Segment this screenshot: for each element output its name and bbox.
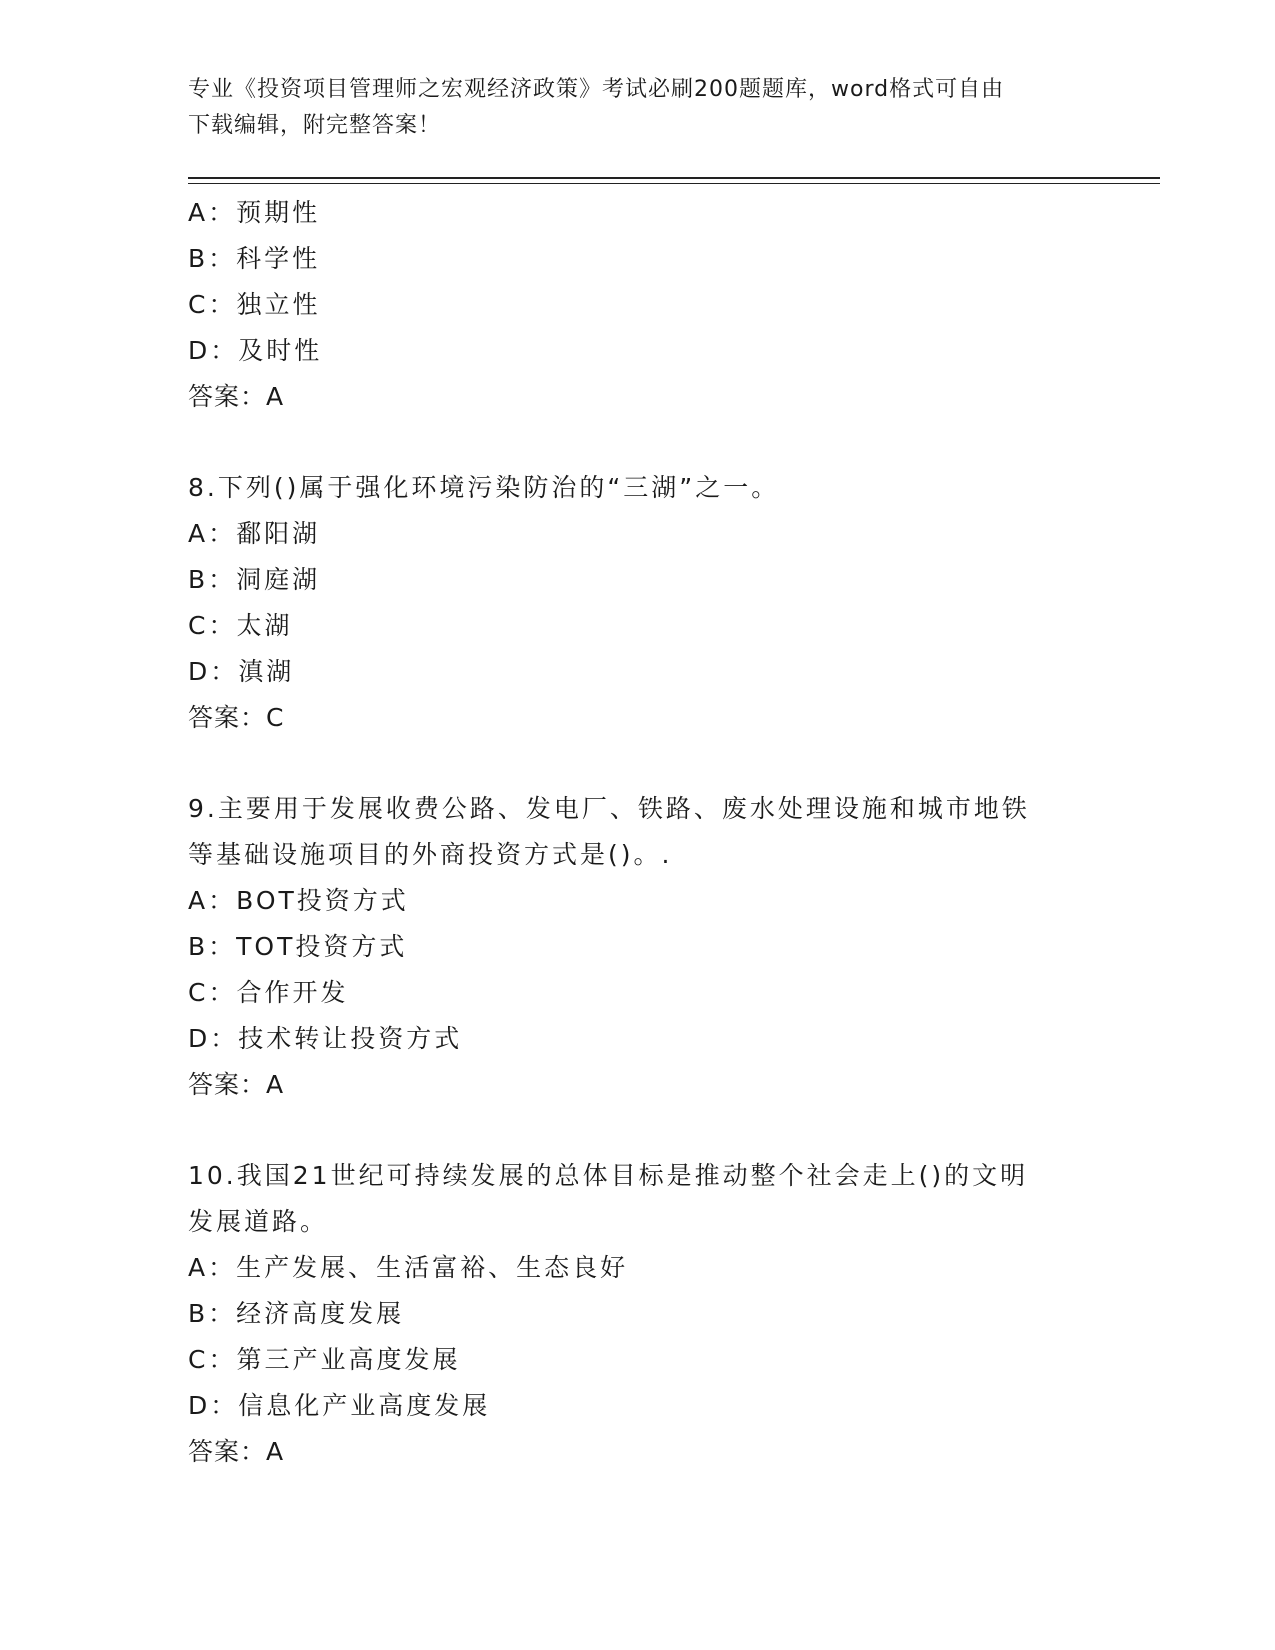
- answer: 答案：A: [188, 1437, 285, 1466]
- question-9-block: [188, 786, 1088, 1108]
- header-divider-thin: [188, 183, 1160, 184]
- option-a: A：BOT投资方式: [188, 886, 409, 915]
- option-b: B：TOT投资方式: [188, 932, 408, 961]
- answer: 答案：A: [188, 1070, 285, 1099]
- option-a: A：鄱阳湖: [188, 519, 321, 548]
- option-d: D：及时性: [188, 336, 323, 365]
- document-header: [188, 72, 1078, 144]
- option-c: C：独立性: [188, 290, 321, 319]
- question-8-block: [188, 465, 1088, 741]
- header-divider: [188, 177, 1160, 179]
- option-c: C：合作开发: [188, 978, 349, 1007]
- question-list: [188, 190, 1088, 1475]
- question-10-block: [188, 1153, 1088, 1475]
- option-b: B：经济高度发展: [188, 1299, 405, 1328]
- option-c: C：太湖: [188, 611, 293, 640]
- option-b: B：科学性: [188, 244, 321, 273]
- question-text-line-2: 发展道路。: [188, 1207, 329, 1236]
- question-text: 8.下列()属于强化环境污染防治的“三湖”之一。: [188, 473, 780, 502]
- header-line-1: 专业《投资项目管理师之宏观经济政策》考试必刷200题题库，word格式可自由: [188, 77, 1005, 102]
- option-d: D：信息化产业高度发展: [188, 1391, 491, 1420]
- option-a: A：生产发展、生活富裕、生态良好: [188, 1253, 629, 1282]
- option-c: C：第三产业高度发展: [188, 1345, 461, 1374]
- option-a: A：预期性: [188, 198, 321, 227]
- answer: 答案：A: [188, 382, 285, 411]
- question-7-block: [188, 190, 1088, 420]
- question-text-line-2: 等基础设施项目的外商投资方式是()。.: [188, 840, 673, 869]
- answer: 答案：C: [188, 703, 285, 732]
- option-d: D：滇湖: [188, 657, 295, 686]
- question-text-line-1: 9.主要用于发展收费公路、发电厂、铁路、废水处理设施和城市地铁: [188, 794, 1030, 823]
- header-line-2: 下载编辑，附完整答案！: [188, 113, 442, 138]
- option-d: D：技术转让投资方式: [188, 1024, 463, 1053]
- question-text-line-1: 10.我国21世纪可持续发展的总体目标是推动整个社会走上()的文明: [188, 1161, 1029, 1190]
- option-b: B：洞庭湖: [188, 565, 321, 594]
